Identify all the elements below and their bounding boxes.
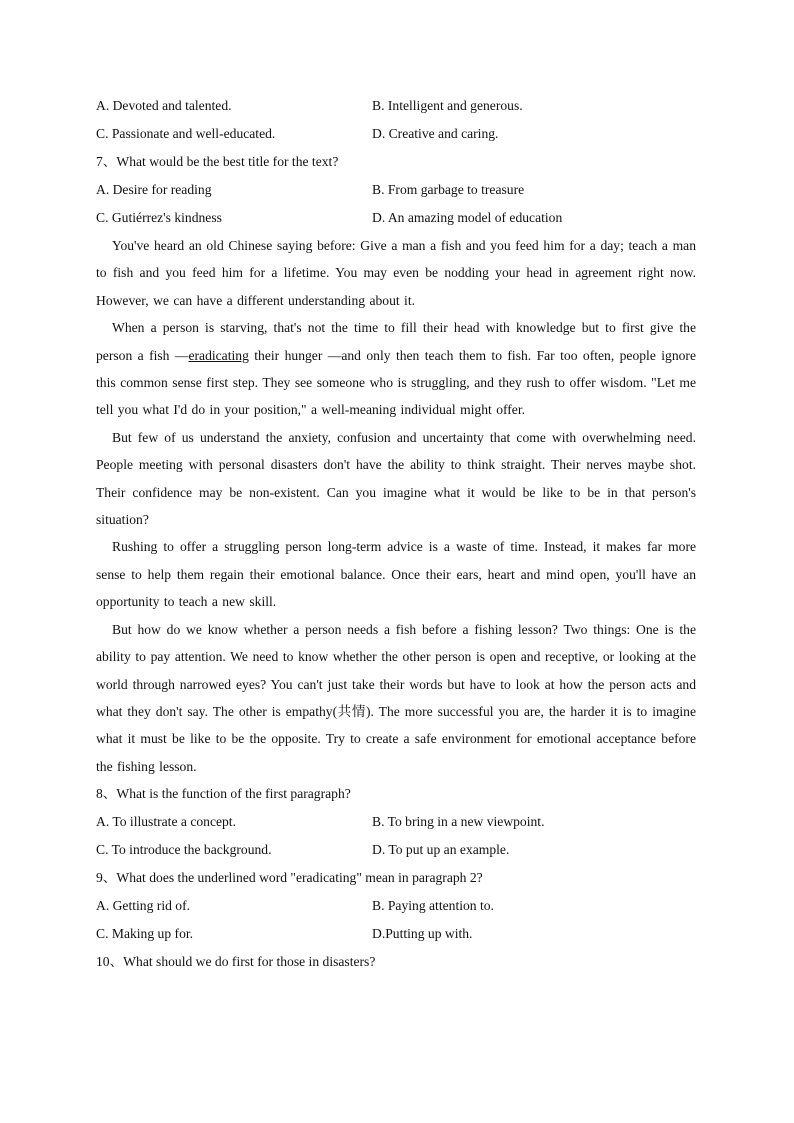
q6-option-b[interactable]: B. Intelligent and generous. [372,98,523,113]
q6-option-d[interactable]: D. Creative and caring. [372,126,499,141]
passage-paragraph-5: But how do we know whether a person needs a fish before a fishing lesson? Two things: One is the ability to pay attention. We need to know whether the other person is open and receptive, or looking at the world through narrowed eyes? You can't just take their words but have to look at how the person acts and what they don't say. The other is empathy(共情). The more successful you are, the harder it is to imagine what it must be like to be the opposite. Try to create a safe environment for emotional acceptance before the fishing lesson. [96,621,696,774]
passage-paragraph-2 [96,314,696,424]
q7-option-c[interactable]: C. Gutiérrez's kindness [96,210,222,225]
q8-option-d[interactable]: D. To put up an example. [372,842,510,858]
passage-paragraph-4: Rushing to offer a struggling person long-term advice is a waste of time. Instead, it makes far more sense to help them regain their emotional balance. Once their ears, heart and mind open, you'll have an opportunity to teach a new skill. [96,539,696,610]
underlined-word-eradicating: eradicating [188,347,249,363]
passage-paragraph-1: You've heard an old Chinese saying before: Give a man a fish and you feed him for a day; teach a man to fish and you feed him for a lifetime. You may even be nodding your head in agreement right now. However, we can have a different understanding about it. [96,238,696,308]
q8-option-c[interactable]: C. To introduce the background. [96,842,272,858]
q7-option-b[interactable]: B. From garbage to treasure [372,182,525,197]
q8-question: 8、What is the function of the first paragraph? [96,786,351,802]
q7-option-row-1 [96,176,696,204]
q6-option-a[interactable]: A. Devoted and talented. [96,98,232,113]
q8-option-row-2 [96,836,696,864]
q7-question: 7、What would be the best title for the text? [96,154,339,169]
q7-option-row-2 [96,204,696,232]
q9-option-row-1 [96,892,696,920]
q6-option-row-2 [96,120,696,148]
q10-question: 10、What should we do first for those in disasters? [96,954,376,970]
q9-option-a[interactable]: A. Getting rid of. [96,898,191,914]
q9-option-c[interactable]: C. Making up for. [96,926,194,942]
q6-option-row-1 [96,92,696,120]
q8-option-a[interactable]: A. To illustrate a concept. [96,814,236,830]
q8-option-row-1 [96,808,696,836]
q9-option-row-2 [96,920,696,948]
q7-option-a[interactable]: A. Desire for reading [96,182,212,197]
p2-text-after: their hunger —and only then teach them to fish. Far too often, people ignore this common sense first step. They see someone who is struggling, and they rush to offer wisdom. "Let me tell you what I'd do in your position," a well-meaning individual might offer. [96,347,696,418]
worksheet-page [96,92,696,976]
q9-question: 9、What does the underlined word "eradicating" mean in paragraph 2? [96,870,483,886]
q7-option-d[interactable]: D. An amazing model of education [372,210,563,225]
q6-option-c[interactable]: C. Passionate and well-educated. [96,126,276,141]
q8-option-b[interactable]: B. To bring in a new viewpoint. [372,814,545,830]
p2-text-before: When a person is starving, that's not the time to fill their head with knowledge but to first give the person a fish — [96,320,696,363]
q9-option-d[interactable]: D.Putting up with. [372,926,473,942]
q9-option-b[interactable]: B. Paying attention to. [372,898,494,914]
passage-paragraph-3: But few of us understand the anxiety, confusion and uncertainty that come with overwhelming need. People meeting with personal disasters don't have the ability to think straight. Their nerves maybe shot. Their confidence may be non-existent. Can you imagine what it would be like to be in that person's situation? [96,429,696,528]
